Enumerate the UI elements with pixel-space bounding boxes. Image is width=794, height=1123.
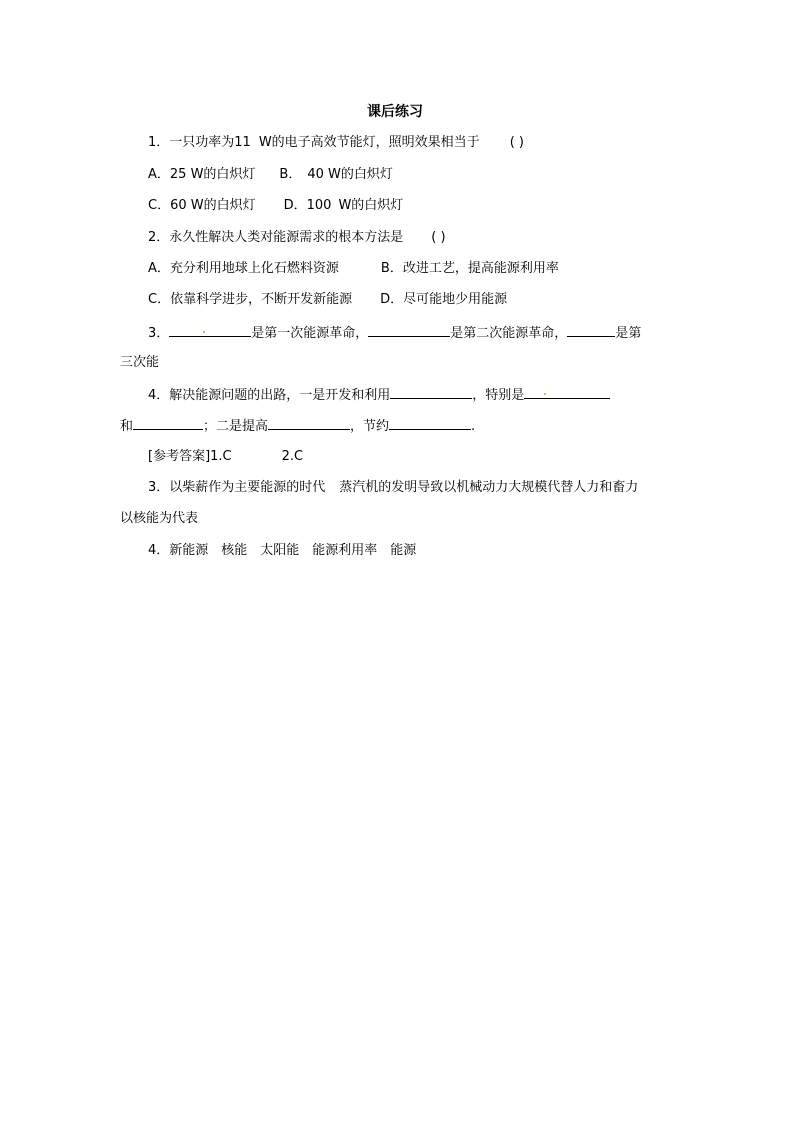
answer-3-text-2: 蒸汽机的发明导致以机械动力大规模代替人力和畜力: [339, 480, 639, 495]
question-4-line1: [148, 386, 610, 404]
question-1-options-cd: [148, 198, 403, 214]
question-4-text-3: 和: [120, 419, 134, 434]
question-1-stem: [148, 135, 524, 151]
answer-4: 4．新能源 核能 太阳能 能源利用率 能源: [148, 543, 417, 558]
answer-2: 2.C: [281, 449, 304, 464]
option-1b-text: 40 W的白炽灯: [307, 167, 393, 182]
question-2-stem: [148, 230, 446, 246]
option-1c: C．60 W的白炽灯: [148, 198, 256, 213]
question-4-text-5: ，节约: [350, 419, 390, 434]
question-4-text-6: .: [471, 419, 476, 434]
question-2-options-cd: [148, 292, 507, 308]
page-title: 课后练习: [367, 104, 423, 120]
question-4-text-1: 4．解决能源问题的出路，一是开发和利用: [148, 388, 391, 403]
answer-key-label: [参考答案]1.C: [148, 449, 232, 464]
question-1-options-ab: [148, 167, 393, 183]
answer-blank[interactable]: [524, 386, 610, 399]
question-3-text-1: 是第一次能源革命，: [251, 326, 369, 341]
answer-blank[interactable]: [368, 324, 450, 337]
question-3-text-3: 是第: [615, 326, 642, 341]
answer-3-line1: [148, 480, 638, 496]
answer-blank[interactable]: [390, 386, 472, 399]
question-4-text-2: ，特别是: [472, 388, 525, 403]
question-4-line2: [120, 417, 475, 435]
answer-blank[interactable]: [133, 417, 203, 430]
question-2-text: 2．永久性解决人类对能源需求的根本方法是: [148, 230, 404, 245]
option-2a: A．充分利用地球上化石燃料资源: [148, 261, 339, 276]
question-3-number: 3．: [148, 326, 170, 341]
option-1d-label: D．100: [283, 198, 332, 213]
question-1-paren: ( ): [509, 135, 524, 150]
option-1b-label: B．: [279, 167, 302, 182]
question-1-text-cont: W的电子高效节能灯，照明效果相当于: [258, 135, 480, 150]
question-3-line1: [148, 324, 641, 342]
option-1d-text: W的白炽灯: [338, 198, 404, 213]
question-3-text-2: 是第二次能源革命，: [450, 326, 568, 341]
answer-blank[interactable]: [389, 417, 471, 430]
answer-3-text-1: 3．以柴薪作为主要能源的时代: [148, 480, 326, 495]
answer-key-line1: [148, 449, 303, 465]
option-2d: D．尽可能地少用能源: [380, 292, 508, 307]
question-2-paren: ( ): [431, 230, 446, 245]
question-3-line2: 三次能: [120, 355, 160, 370]
answer-blank[interactable]: [268, 417, 350, 430]
question-2-options-ab: [148, 261, 559, 277]
answer-blank[interactable]: [567, 324, 615, 337]
option-2c: C．依靠科学进步，不断开发新能源: [148, 292, 353, 307]
question-1-text: 1．一只功率为11: [148, 135, 251, 150]
answer-blank[interactable]: [169, 324, 251, 337]
question-4-text-4: ；二是提高: [203, 419, 269, 434]
option-1a: A．25 W的白炽灯: [148, 167, 256, 182]
option-2b: B．改进工艺，提高能源利用率: [380, 261, 559, 276]
answer-3-line2: 以核能为代表: [120, 511, 199, 526]
